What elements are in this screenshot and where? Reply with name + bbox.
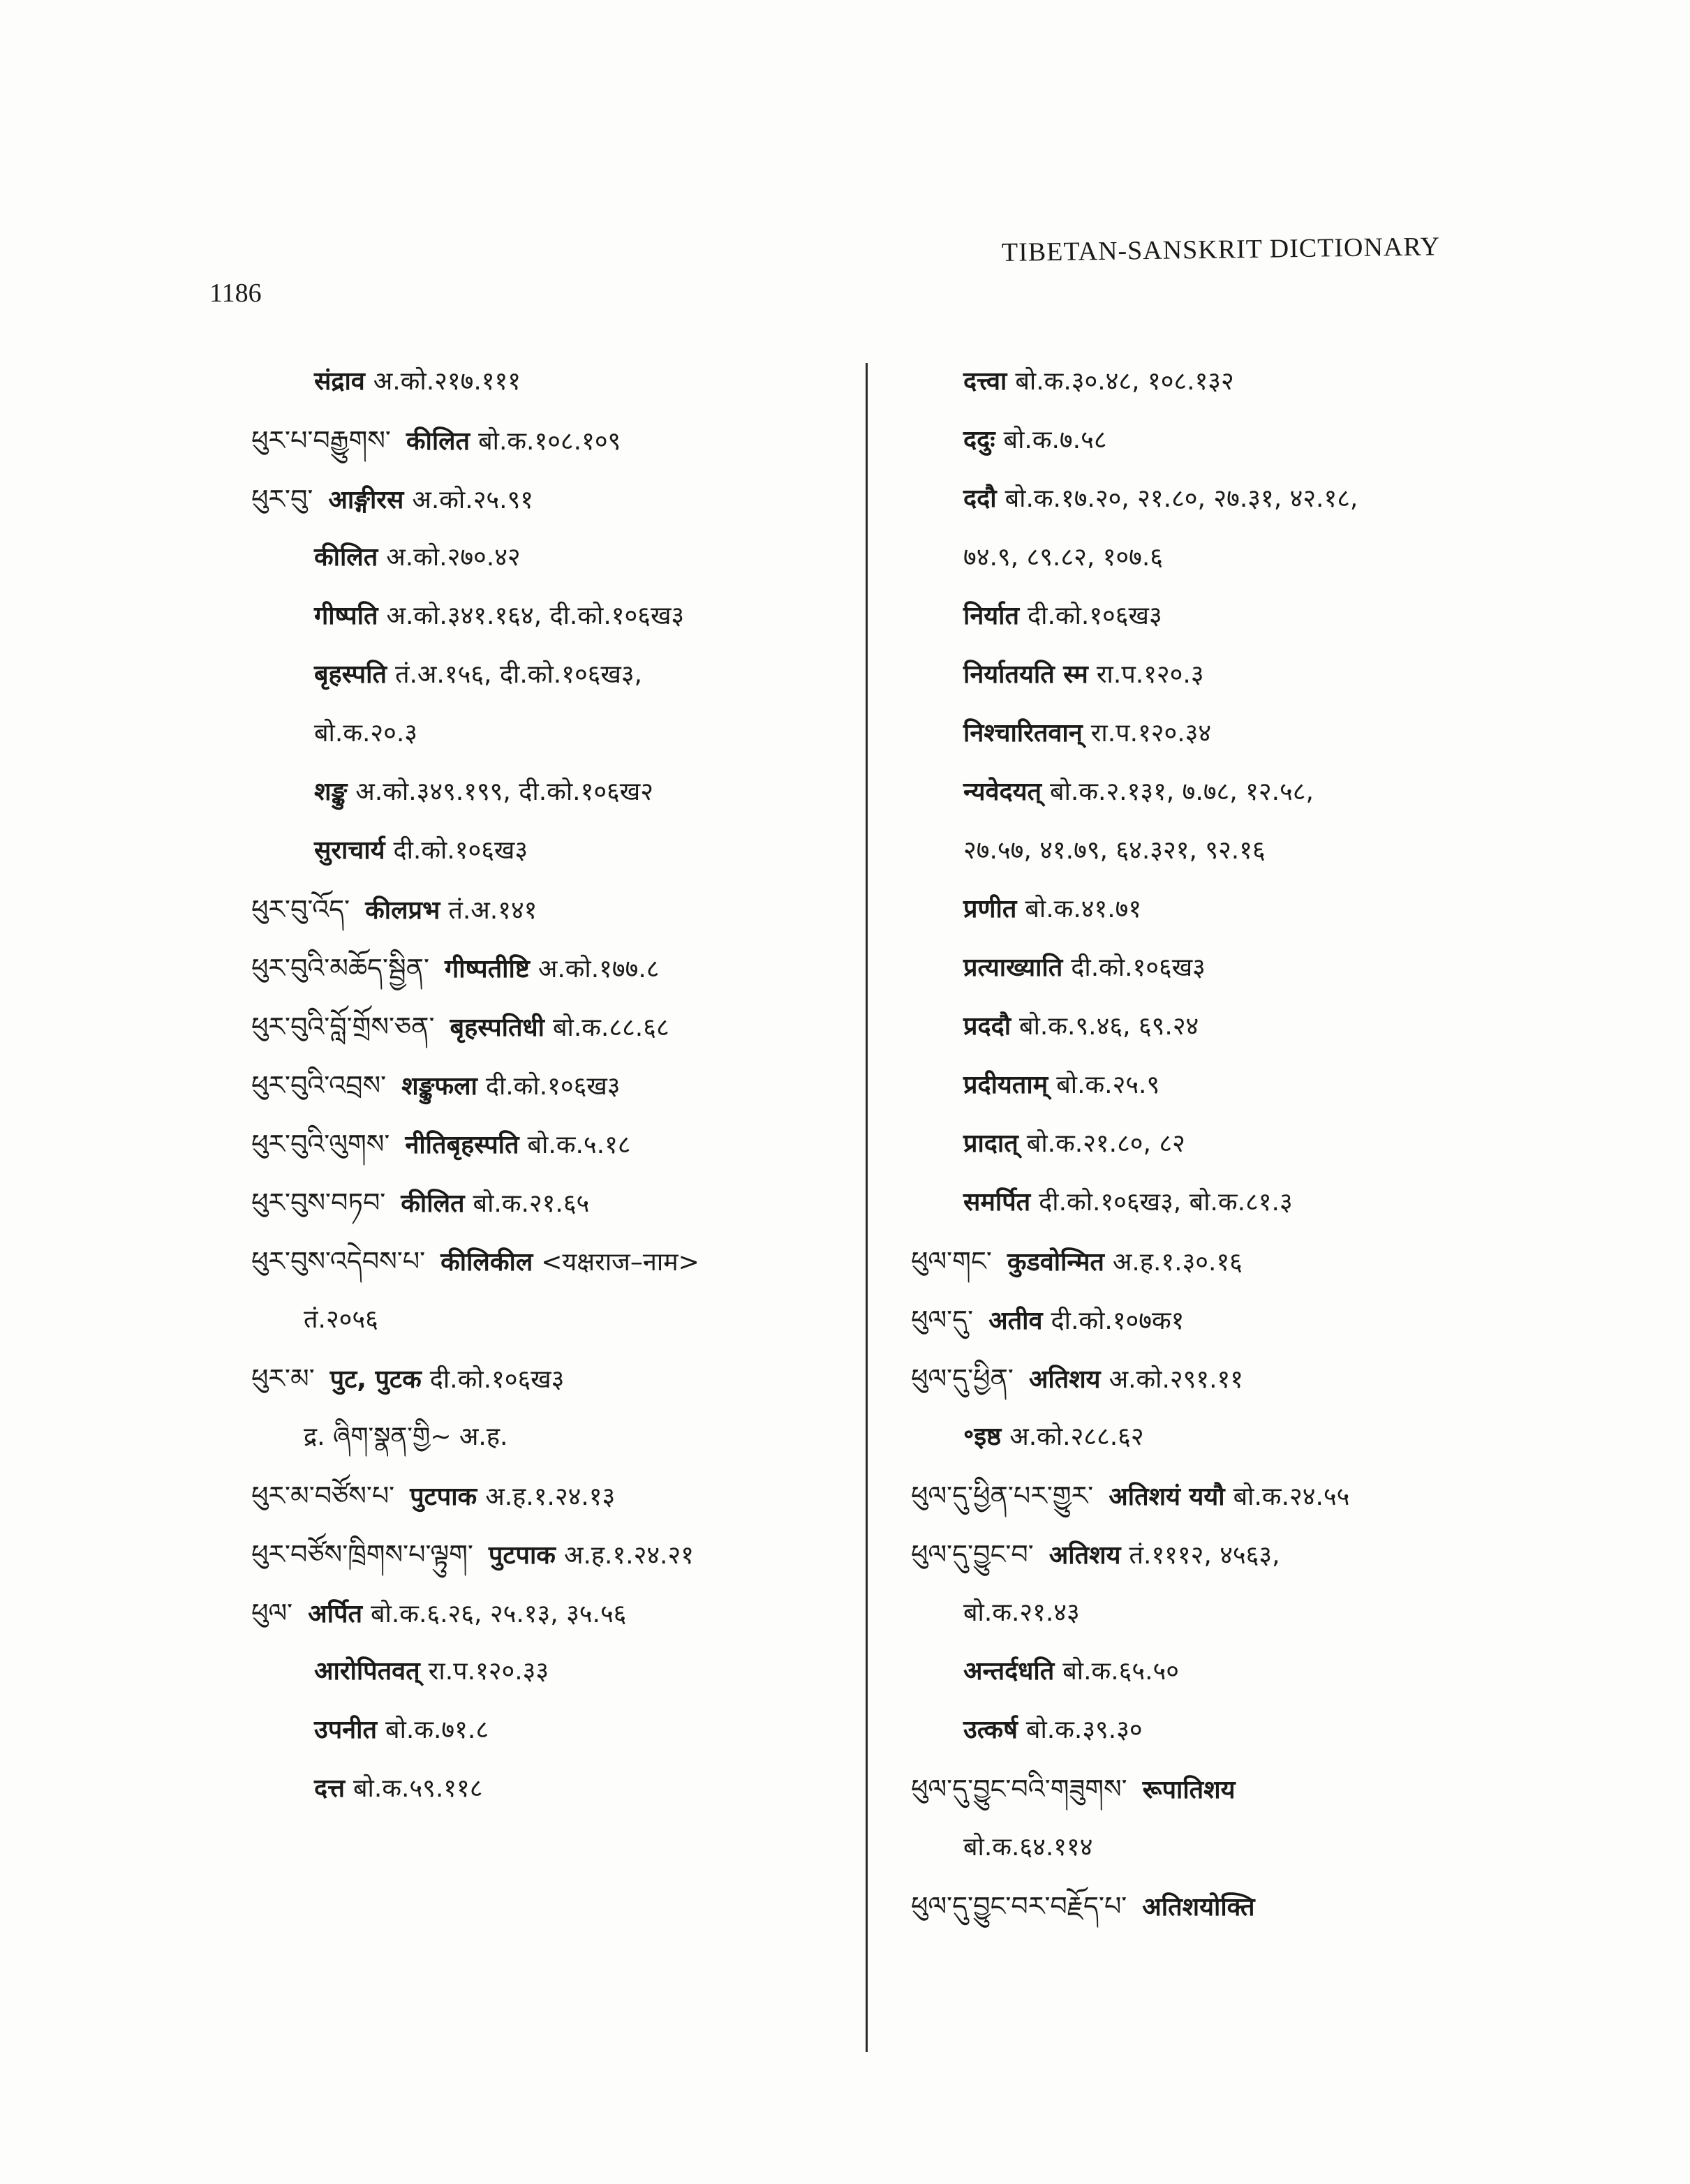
source-reference: बो.क.६.२६, २५.१३, ३५.५६ <box>370 1600 627 1628</box>
sanskrit-equivalent: प्रदीयताम् <box>963 1071 1048 1099</box>
tibetan-headword: ཕུལ་དུ་བྱུང་བར་བརྗོད་པ་ <box>911 1891 1127 1922</box>
dictionary-entry-line <box>911 1232 1539 1291</box>
running-head: TIBETAN-SANSKRIT DICTIONARY <box>1001 232 1441 267</box>
dictionary-entry-line <box>251 528 852 587</box>
dictionary-entry-line <box>911 587 1539 646</box>
sanskrit-equivalent: अन्तर्दधति <box>963 1657 1055 1686</box>
tibetan-headword: ཕུལ་དུ་ཕྱིན་པར་གྱུར་ <box>911 1480 1094 1511</box>
tibetan-headword: ཕུར་བུའི་མཆོད་སྦྱིན་ <box>251 953 429 983</box>
tibetan-headword: ཕུར་བཙོས་ཁྲིགས་པ་ལྟུག་ <box>251 1539 473 1570</box>
sanskrit-equivalent: न्यवेदयत् <box>963 778 1042 806</box>
sanskrit-equivalent: संद्राव <box>314 367 365 396</box>
tibetan-headword: ཕུར་པ་བརྒྱུགས་ <box>251 425 391 456</box>
dictionary-entry-line <box>911 880 1539 939</box>
tibetan-headword: ཕུར་བུ་ <box>251 484 313 514</box>
source-reference: रा.प.१२०.३४ <box>1090 719 1212 748</box>
tibetan-headword: ཕུལ་དུ་ཕྱིན་ <box>911 1363 1014 1394</box>
sanskrit-equivalent: नीतिबृहस्पति <box>405 1131 519 1159</box>
source-reference: <यक्षराज–नाम> <box>541 1248 699 1277</box>
dictionary-entry-line <box>251 1701 852 1760</box>
source-reference: ७४.९, ८९.८२, १०७.६ <box>963 543 1164 572</box>
tibetan-headword: ཕུར་མ་ <box>251 1363 315 1394</box>
source-reference: अ.को.२९१.११ <box>1109 1365 1243 1394</box>
dictionary-entry-line <box>911 646 1539 704</box>
dictionary-entry-line <box>911 763 1539 822</box>
sanskrit-equivalent: पुट, पुटक <box>329 1365 422 1394</box>
source-reference: बो.क.६५.५० <box>1062 1657 1179 1686</box>
source-reference: बो.क.९.४६, ६९.२४ <box>1019 1012 1199 1041</box>
dictionary-entry-line <box>251 411 852 470</box>
sanskrit-equivalent: बृहस्पति <box>314 660 387 689</box>
sanskrit-equivalent: आङ्गीरस <box>328 486 404 514</box>
sanskrit-equivalent: निर्यातयति स्म <box>963 660 1088 689</box>
dictionary-entry-line <box>251 1642 852 1701</box>
source-reference: बो.क.५९.११८ <box>353 1774 483 1803</box>
sanskrit-equivalent: निर्यात <box>963 602 1020 630</box>
dictionary-entry-line <box>251 880 852 939</box>
tibetan-headword: ཕུལ་དུ་བྱུང་བའི་གཟུགས་ <box>911 1774 1127 1804</box>
source-reference: दी.को.१०६ख३ <box>1071 953 1206 982</box>
source-reference: बो.क.१७.२०, २१.८०, २७.३१, ४२.१८, <box>1005 484 1358 513</box>
sanskrit-equivalent: कीलिकील <box>440 1248 533 1277</box>
dictionary-entry-line <box>911 1291 1539 1349</box>
dictionary-entry-line <box>251 939 852 997</box>
dictionary-entry-line <box>911 1584 1539 1642</box>
sanskrit-equivalent: अतिशय <box>1028 1365 1101 1394</box>
sanskrit-equivalent: प्रादात् <box>963 1129 1018 1158</box>
sanskrit-equivalent: दत्त <box>314 1774 345 1803</box>
source-reference: द्र. ཞིག་སྣན་གྱི~ अ.ह. <box>304 1422 508 1451</box>
source-reference: अ.को.३४१.१६४, दी.को.१०६ख३ <box>386 602 685 630</box>
dictionary-entry-line <box>911 822 1539 880</box>
source-reference: अ.ह.१.२४.२१ <box>563 1541 694 1570</box>
source-reference: बो.क.४१.७१ <box>1025 895 1142 923</box>
dictionary-entry-line <box>251 1466 852 1525</box>
source-reference: दी.को.१०६ख३ <box>429 1365 565 1394</box>
dictionary-entry-line <box>251 1525 852 1584</box>
source-reference: अ.को.३४९.१९९, दी.को.१०६ख२ <box>355 778 653 806</box>
source-reference: बो.क.२१.४३ <box>963 1598 1080 1627</box>
sanskrit-equivalent: ददुः <box>963 426 995 454</box>
tibetan-headword: ཕུར་བུའི་བློ་གྲོས་ཅན་ <box>251 1011 435 1042</box>
sanskrit-equivalent: पुटपाक <box>410 1483 477 1511</box>
sanskrit-equivalent: दत्त्वा <box>963 367 1007 396</box>
tibetan-headword: ཕུར་བུའི་ལུགས་ <box>251 1129 390 1159</box>
dictionary-entry-line <box>251 587 852 646</box>
dictionary-entry-line <box>251 646 852 704</box>
sanskrit-equivalent: आरोपितवत् <box>314 1657 420 1686</box>
source-reference: दी.को.१०६ख३, बो.क.८१.३ <box>1039 1188 1293 1217</box>
sanskrit-equivalent: कुडवोन्मित <box>1007 1248 1104 1277</box>
source-reference: बो.क.१०८.१०९ <box>478 427 621 456</box>
tibetan-headword: ཕུར་བུ་འོད་ <box>251 894 350 925</box>
source-reference: बो.क.७१.८ <box>385 1716 489 1744</box>
dictionary-entry-line <box>911 352 1539 411</box>
dictionary-entry-line <box>911 1701 1539 1760</box>
source-reference: अ.को.२१७.१११ <box>373 367 521 396</box>
sanskrit-equivalent: सुराचार्य <box>314 836 385 865</box>
dictionary-entry-line <box>251 1584 852 1642</box>
source-reference: दी.को.१०६ख३ <box>485 1072 621 1101</box>
source-reference: बो.क.३९.३० <box>1025 1716 1143 1744</box>
source-reference: बो.क.२१.८०, ८२ <box>1026 1129 1185 1158</box>
source-reference: अ.ह.१.२४.१३ <box>485 1483 616 1511</box>
source-reference: रा.प.१२०.३३ <box>428 1657 549 1686</box>
tibetan-headword: ཕུར་བུས་འདེབས་པ་ <box>251 1246 426 1277</box>
dictionary-entry-line <box>251 763 852 822</box>
source-reference: तं.१११२, ४५६३, <box>1129 1541 1280 1570</box>
sanskrit-equivalent: प्रत्याख्याति <box>963 953 1063 982</box>
dictionary-entry-line <box>251 1056 852 1115</box>
dictionary-entry-line <box>251 822 852 880</box>
dictionary-entry-line <box>911 1525 1539 1584</box>
source-reference: बो.क.२४.५५ <box>1233 1483 1350 1511</box>
source-reference: बो.क.२१.६५ <box>473 1189 590 1218</box>
sanskrit-equivalent: अतीव <box>988 1307 1043 1335</box>
sanskrit-equivalent: उत्कर्ष <box>963 1716 1018 1744</box>
dictionary-entry-line <box>911 704 1539 763</box>
dictionary-entry-line <box>251 704 852 763</box>
sanskrit-equivalent: ददौ <box>963 484 997 513</box>
source-reference: तं.अ.१५६, दी.को.१०६ख३, <box>394 660 642 689</box>
dictionary-entry-line <box>251 1232 852 1291</box>
dictionary-entry-line <box>911 1466 1539 1525</box>
sanskrit-equivalent: गीष्पतीष्टि <box>444 955 530 983</box>
sanskrit-equivalent: प्रददौ <box>963 1012 1011 1041</box>
dictionary-entry-line <box>251 470 852 528</box>
dictionary-entry-line <box>251 1760 852 1818</box>
dictionary-entry-line <box>911 470 1539 528</box>
dictionary-entry-line <box>911 1115 1539 1173</box>
dictionary-entry-line <box>911 1349 1539 1408</box>
sanskrit-equivalent: शङ्कुफला <box>401 1072 477 1101</box>
source-reference: अ.को.२८८.६२ <box>1009 1422 1144 1451</box>
sanskrit-equivalent: ॰इष्ठ <box>963 1422 1002 1451</box>
sanskrit-equivalent: प्रणीत <box>963 895 1017 923</box>
sanskrit-equivalent: बृहस्पतिधी <box>450 1013 544 1042</box>
dictionary-entry-line <box>911 1173 1539 1232</box>
sanskrit-equivalent: निश्चारितवान् <box>963 719 1083 748</box>
dictionary-entry-line <box>911 1877 1539 1936</box>
dictionary-entry-line <box>251 1115 852 1173</box>
source-reference: बो.क.२.१३१, ७.७८, १२.५८, <box>1050 778 1314 806</box>
dictionary-entry-line <box>911 411 1539 470</box>
source-reference: अ.को.२७०.४२ <box>386 543 521 572</box>
sanskrit-equivalent: कीलप्रभ <box>365 896 440 925</box>
source-reference: बो.क.७.५८ <box>1003 426 1107 454</box>
source-reference: दी.को.१०६ख३ <box>393 836 528 865</box>
source-reference: अ.को.२५.९१ <box>412 486 534 514</box>
source-reference: रा.प.१२०.३ <box>1096 660 1204 689</box>
tibetan-headword: ཕུལ་གང་ <box>911 1246 992 1277</box>
sanskrit-equivalent: रूपातिशय <box>1142 1776 1236 1804</box>
sanskrit-equivalent: अतिशय <box>1048 1541 1121 1570</box>
tibetan-headword: ཕུལ་དུ་བྱུང་བ་ <box>911 1539 1034 1570</box>
source-reference: २७.५७, ४१.७९, ६४.३२१, ९२.१६ <box>963 836 1266 865</box>
source-reference: अ.को.१७७.८ <box>538 955 660 983</box>
tibetan-headword: ཕུར་བུས་བཏབ་ <box>251 1187 386 1218</box>
tibetan-headword: ཕུར་བུའི་འབྲས་ <box>251 1070 387 1101</box>
sanskrit-equivalent: अतिशयोक्ति <box>1142 1893 1255 1922</box>
left-column <box>251 352 852 1818</box>
source-reference: बो.क.६४.११४ <box>963 1833 1093 1862</box>
sanskrit-equivalent: गीष्पति <box>314 602 378 630</box>
sanskrit-equivalent: कीलित <box>401 1189 465 1218</box>
sanskrit-equivalent: अर्पित <box>308 1600 362 1628</box>
source-reference: तं.अ.१४१ <box>448 896 538 925</box>
dictionary-entry-line <box>251 1173 852 1232</box>
sanskrit-equivalent: कीलित <box>314 543 378 572</box>
dictionary-entry-line <box>251 352 852 411</box>
source-reference: बो.क.३०.४८, १०८.१३२ <box>1015 367 1234 396</box>
dictionary-entry-line <box>911 939 1539 997</box>
tibetan-headword: ཕུར་མ་བཙོས་པ་ <box>251 1480 395 1511</box>
column-rule <box>866 363 868 2052</box>
sanskrit-equivalent: शङ्कु <box>314 778 348 806</box>
source-reference: बो.क.५.१८ <box>527 1131 631 1159</box>
source-reference: दी.को.१०७क१ <box>1051 1307 1185 1335</box>
source-reference: बो.क.८८.६८ <box>552 1013 669 1042</box>
source-reference: दी.को.१०६ख३ <box>1028 602 1162 630</box>
sanskrit-equivalent: अतिशयं ययौ <box>1109 1483 1225 1511</box>
tibetan-headword: ཕུལ་དུ་ <box>911 1305 974 1335</box>
sanskrit-equivalent: उपनीत <box>314 1716 378 1744</box>
source-reference: बो.क.२०.३ <box>314 719 418 748</box>
dictionary-entry-line <box>911 1760 1539 1818</box>
right-column <box>911 352 1539 1936</box>
dictionary-entry-line <box>251 1408 852 1466</box>
dictionary-entry-line <box>911 997 1539 1056</box>
sanskrit-equivalent: कीलित <box>406 427 470 456</box>
page-number: 1186 <box>209 278 262 308</box>
dictionary-entry-line <box>251 1349 852 1408</box>
dictionary-entry-line <box>251 997 852 1056</box>
dictionary-entry-line <box>911 1408 1539 1466</box>
source-reference: बो.क.२५.९ <box>1056 1071 1160 1099</box>
dictionary-entry-line <box>911 1642 1539 1701</box>
tibetan-headword: ཕུལ་ <box>251 1598 293 1628</box>
source-reference: तं.२०५६ <box>304 1305 378 1334</box>
dictionary-entry-line <box>251 1291 852 1349</box>
dictionary-entry-line <box>911 1818 1539 1877</box>
dictionary-entry-line <box>911 1056 1539 1115</box>
sanskrit-equivalent: पुटपाक <box>488 1541 556 1570</box>
dictionary-entry-line <box>911 528 1539 587</box>
sanskrit-equivalent: समर्पित <box>963 1188 1031 1217</box>
source-reference: अ.ह.१.३०.१६ <box>1112 1248 1243 1277</box>
